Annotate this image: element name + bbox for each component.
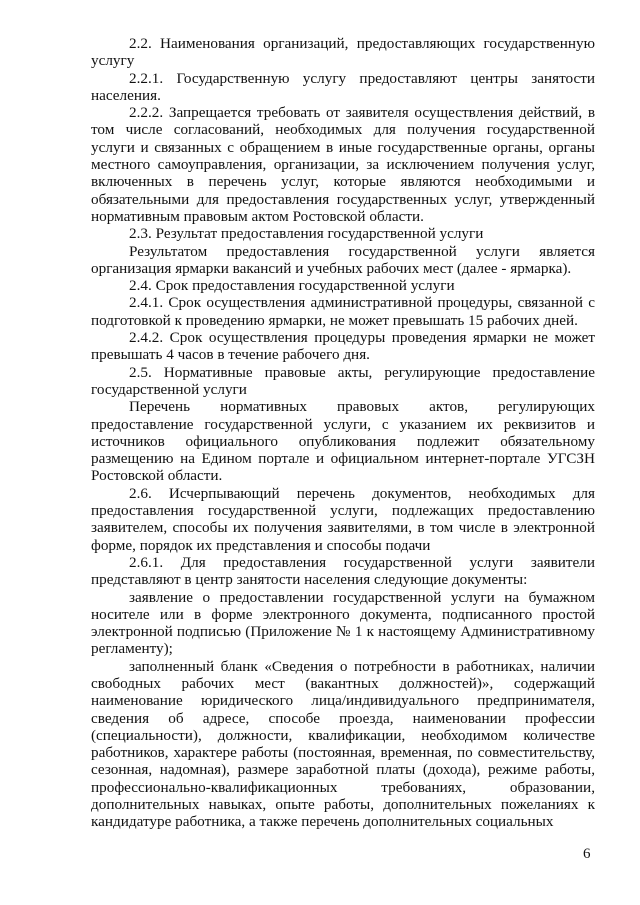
section-heading: 2.2. Наименования организаций, предоставляющих государственную услугу — [91, 35, 595, 70]
paragraph: 2.6.1. Для предоставления государственной услуги заявители представляют в центр занятости населения следующие документы: — [91, 553, 595, 589]
page-number: 6 — [583, 846, 591, 862]
paragraph: Перечень нормативных правовых актов, регулирующих предоставление государственной услуги, с указанием их реквизитов и источников официального опубликования подлежит обязательному размещению на Едином портале и официальном интернет-портале УГСЗН Ростовской области. — [91, 398, 595, 485]
paragraph: Результатом предоставления государственной услуги является организация ярмарки вакансий и учебных рабочих мест (далее - ярмарка). — [91, 242, 595, 277]
section-heading: 2.5. Нормативные правовые акты, регулирующие предоставление государственной услуги — [91, 363, 595, 398]
section-heading: 2.6. Исчерпывающий перечень документов, необходимых для предоставления государственной услуги, подлежащих предоставлению заявителем, способы их получения заявителями, в том числе в электронной форме, порядок их представления и способы подачи — [91, 484, 595, 554]
section-heading: 2.4. Срок предоставления государственной услуги — [129, 277, 455, 295]
paragraph: заполненный бланк «Сведения о потребности в работниках, наличии свободных рабочих мест (вакантных должностей)», содержащий наименование юридического лица/индивидуального предпринимателя, сведения об адресе, способе проезда, наименовании профессии (специальности), должности, квалификации, необходимом количестве работников, характере работы (постоянная, временная, по совместительству, сезонная, надомная), размере заработной платы (дохода), режиме работы, профессионально-квалификационных требованиях, образовании, дополнительных навыках, опыте работы, дополнительных пожеланиях к кандидатуре работника, а также перечень дополнительных социальных — [91, 657, 595, 831]
paragraph: 2.2.1. Государственную услугу предоставляют центры занятости населения. — [91, 69, 595, 104]
paragraph: 2.4.1. Срок осуществления административной процедуры, связанной с подготовкой к проведению ярмарки, не может превышать 15 рабочих дней. — [91, 294, 595, 329]
paragraph: 2.2.2. Запрещается требовать от заявителя осуществления действий, в том числе согласований, необходимых для получения государственной услуги и связанных с обращением в иные государственные органы, органы местного самоуправления, организации, за исключением получения услуг, включенных в перечень услуг, которые являются необходимыми и обязательными для предоставления государственных услуг, утвержденный нормативным правовым актом Ростовской области. — [91, 104, 595, 225]
section-heading: 2.3. Результат предоставления государственной услуги — [129, 225, 484, 243]
paragraph: заявление о предоставлении государственной услуги на бумажном носителе или в форме электронного документа, подписанного простой электронной подписью (Приложение № 1 к настоящему Административному регламенту); — [91, 588, 595, 658]
document-page — [91, 35, 595, 831]
paragraph: 2.4.2. Срок осуществления процедуры проведения ярмарки не может превышать 4 часов в течение рабочего дня. — [91, 329, 595, 364]
